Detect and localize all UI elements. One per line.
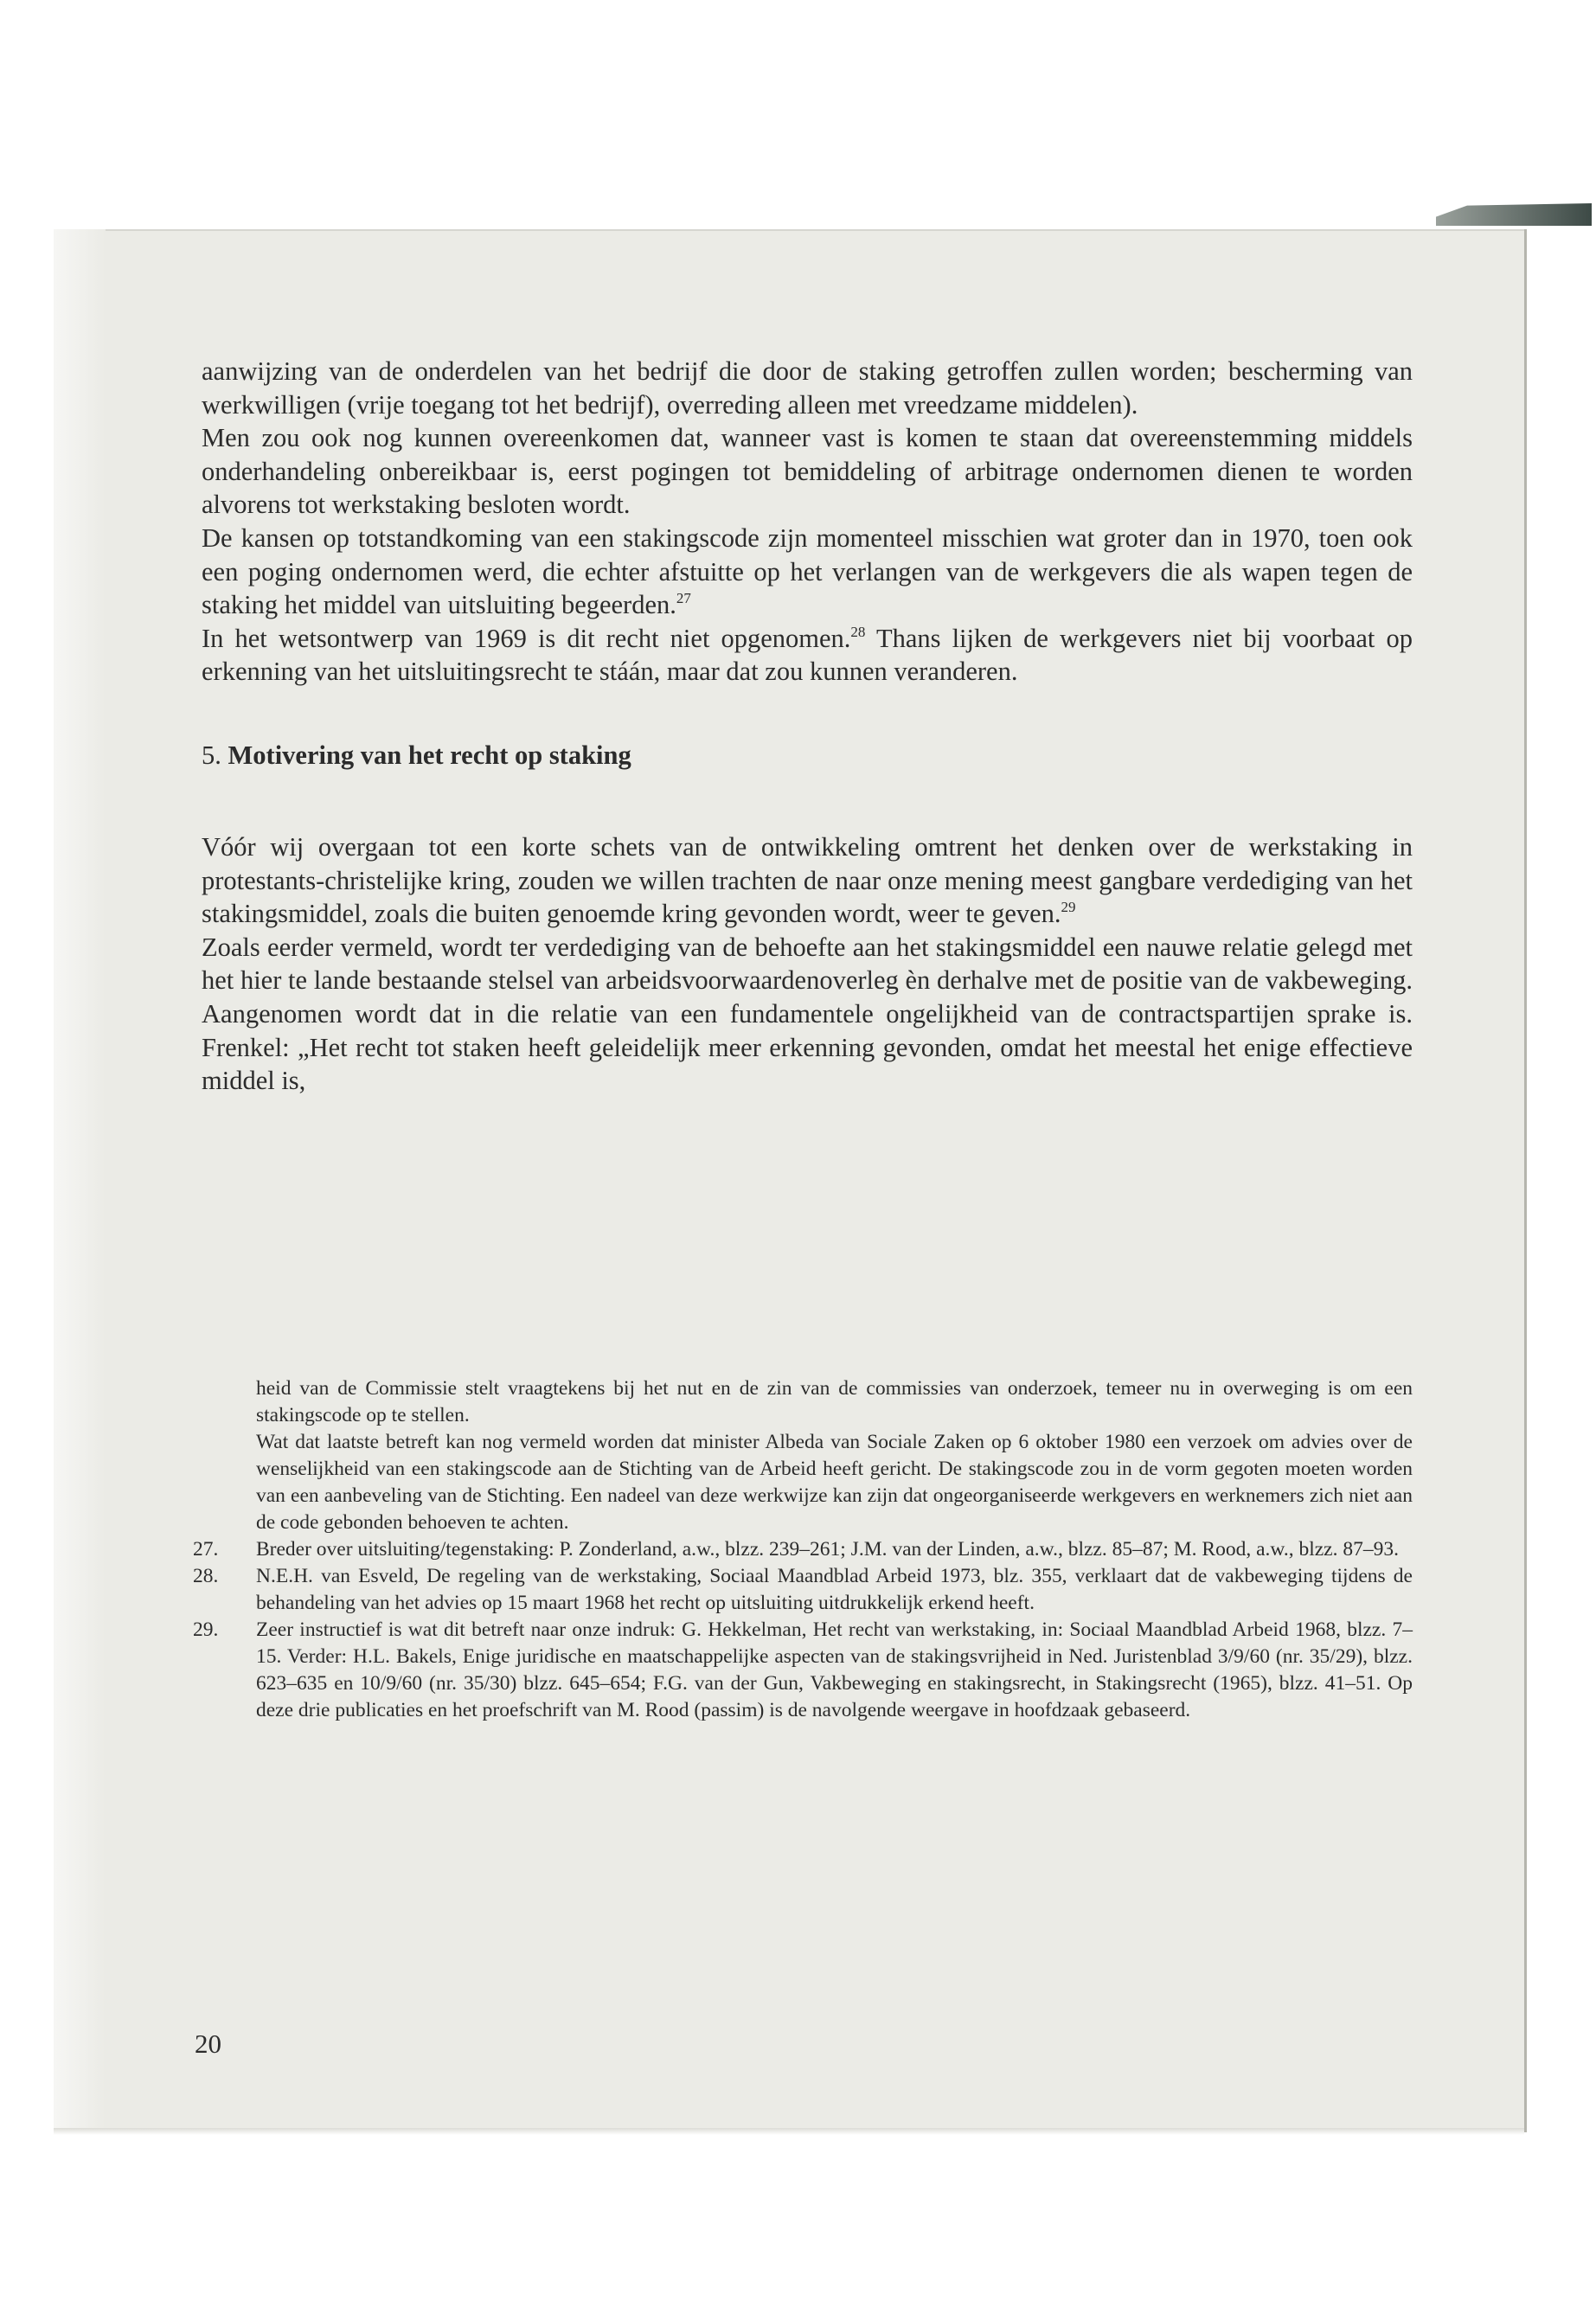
section-heading bbox=[202, 739, 1413, 772]
footnotes bbox=[193, 1375, 1413, 1724]
paragraph: aanwijzing van de onderdelen van het bedrijf die door de staking getroffen zullen worden; bescherming van werkwilligen (vrije toegang tot het bedrijf), overreding alleen met vreedzame middelen). bbox=[202, 356, 1413, 420]
page-edge bbox=[1524, 229, 1527, 2132]
footnote-text: N.E.H. van Esveld, De regeling van de werkstaking, Sociaal Maandblad Arbeid 1973, blz. 355, verklaart dat de vakbeweging tijdens de behandeling van het advies op 15 maart 1968 het recht op uitsluiting uitdrukkelijk erkend heeft. bbox=[256, 1565, 1413, 1614]
footnote-28 bbox=[193, 1563, 1413, 1617]
footnote-continuation: Wat dat laatste betreft kan nog vermeld worden dat minister Albeda van Sociale Zaken op 6 oktober 1980 een verzoek om advies over de wenselijkheid van een stakingscode aan de Stichting van de Arbeid heeft gericht. De stakingscode zou in de vorm gegoten moeten worden van een aanbeveling van de Stichting. Een nadeel van deze werkwijze kan zijn dat ongeorganiseerde werkgevers en werknemers zich niet aan de code gebonden behoeven te achten. bbox=[256, 1431, 1413, 1534]
paragraph: Zoals eerder vermeld, wordt ter verdediging van de behoefte aan het stakingsmiddel een nauwe relatie gelegd met het hier te lande bestaande stelsel van arbeidsvoorwaardenoverleg èn derhalve met de positie van de vakbeweging. Aangenomen wordt dat in die relatie van een fundamentele ongelijkheid van de contractspartijen sprake is. Frenkel: „Het recht tot staken heeft geleidelijk meer erkenning gevonden, omdat het meestal het enige effectieve middel is, bbox=[202, 932, 1413, 1096]
footnote-continuation: heid van de Commissie stelt vraagtekens bij het nut en de zin van de commissies van onderzoek, temeer nu in overweging is om een stakingscode op te stellen. bbox=[256, 1377, 1413, 1426]
section-title: Motivering van het recht op staking bbox=[228, 740, 631, 770]
body-text bbox=[202, 355, 1413, 1098]
footnote-text: Zeer instructief is wat dit betreft naar onze indruk: G. Hekkelman, Het recht van werkstaking, in: Sociaal Maandblad Arbeid 1968, blzz. 7–15. Verder: H.L. Bakels, Enige juridische en maatschappelijke aspecten van de stakingsvrijheid in Ned. Juristenblad 3/9/60 (nr. 35/29), blzz. 623–635 en 10/9/60 (nr. 35/30) blzz. 645–654; F.G. van der Gun, Vakbeweging en stakingsrecht, in Stakingsrecht (1965), blzz. 41–51. Op deze drie publicaties en het proefschrift van M. Rood (passim) is de navolgende weergave in hoofdzaak gebaseerd. bbox=[256, 1618, 1413, 1721]
paragraph: Men zou ook nog kunnen overeenkomen dat, wanneer vast is komen te staan dat overeenstemming middels onderhandeling onbereikbaar is, eerst pogingen tot bemiddeling of arbitrage ondernomen dienen te worden alvorens tot werkstaking besloten wordt. bbox=[202, 423, 1413, 520]
footnote-29 bbox=[193, 1617, 1413, 1724]
section-number: 5. bbox=[202, 740, 221, 770]
paragraph: De kansen op totstandkoming van een stakingscode zijn momenteel misschien wat groter dan in 1970, toen ook een poging ondernomen werd, die echter afstuitte op het verlangen van de werkgevers die als wapen tegen de staking het middel van uitsluiting begeerden.$^{27}$ bbox=[202, 522, 1413, 620]
footnote-number: 28. bbox=[193, 1565, 219, 1587]
paragraph: In het wetsontwerp van 1969 is dit recht niet opgenomen.$^{28}$ Thans lijken de werkgevers niet bij voorbaat op erkenning van het uitsluitingsrecht te stáán, maar dat zou kunnen veranderen. bbox=[202, 623, 1413, 687]
page-number: 20 bbox=[195, 2029, 221, 2059]
paragraph: Vóór wij overgaan tot een korte schets van de ontwikkeling omtrent het denken over de werkstaking in protestants-christelijke kring, zouden we willen trachten de naar onze mening meest gangbare verdediging van het stakingsmiddel, zoals die buiten genoemde kring gevonden wordt, weer te geven.$^{29}$ bbox=[202, 831, 1413, 929]
footnote-number: 29. bbox=[193, 1618, 219, 1641]
footnote-ref: 27 bbox=[676, 590, 691, 607]
footnote-number: 27. bbox=[193, 1538, 219, 1561]
page-bottom-shadow bbox=[54, 2128, 1524, 2135]
footnote-ref: 29 bbox=[1061, 899, 1076, 916]
footnote-ref: 28 bbox=[850, 623, 866, 640]
book-cover-edge bbox=[1436, 203, 1592, 226]
footnote-text: Breder over uitsluiting/tegenstaking: P. Zonderland, a.w., blzz. 239–261; J.M. van der Linden, a.w., blzz. 85–87; M. Rood, a.w., blzz. 87–93. bbox=[256, 1538, 1399, 1561]
page-gutter bbox=[54, 229, 106, 2132]
footnote-27 bbox=[193, 1536, 1413, 1563]
